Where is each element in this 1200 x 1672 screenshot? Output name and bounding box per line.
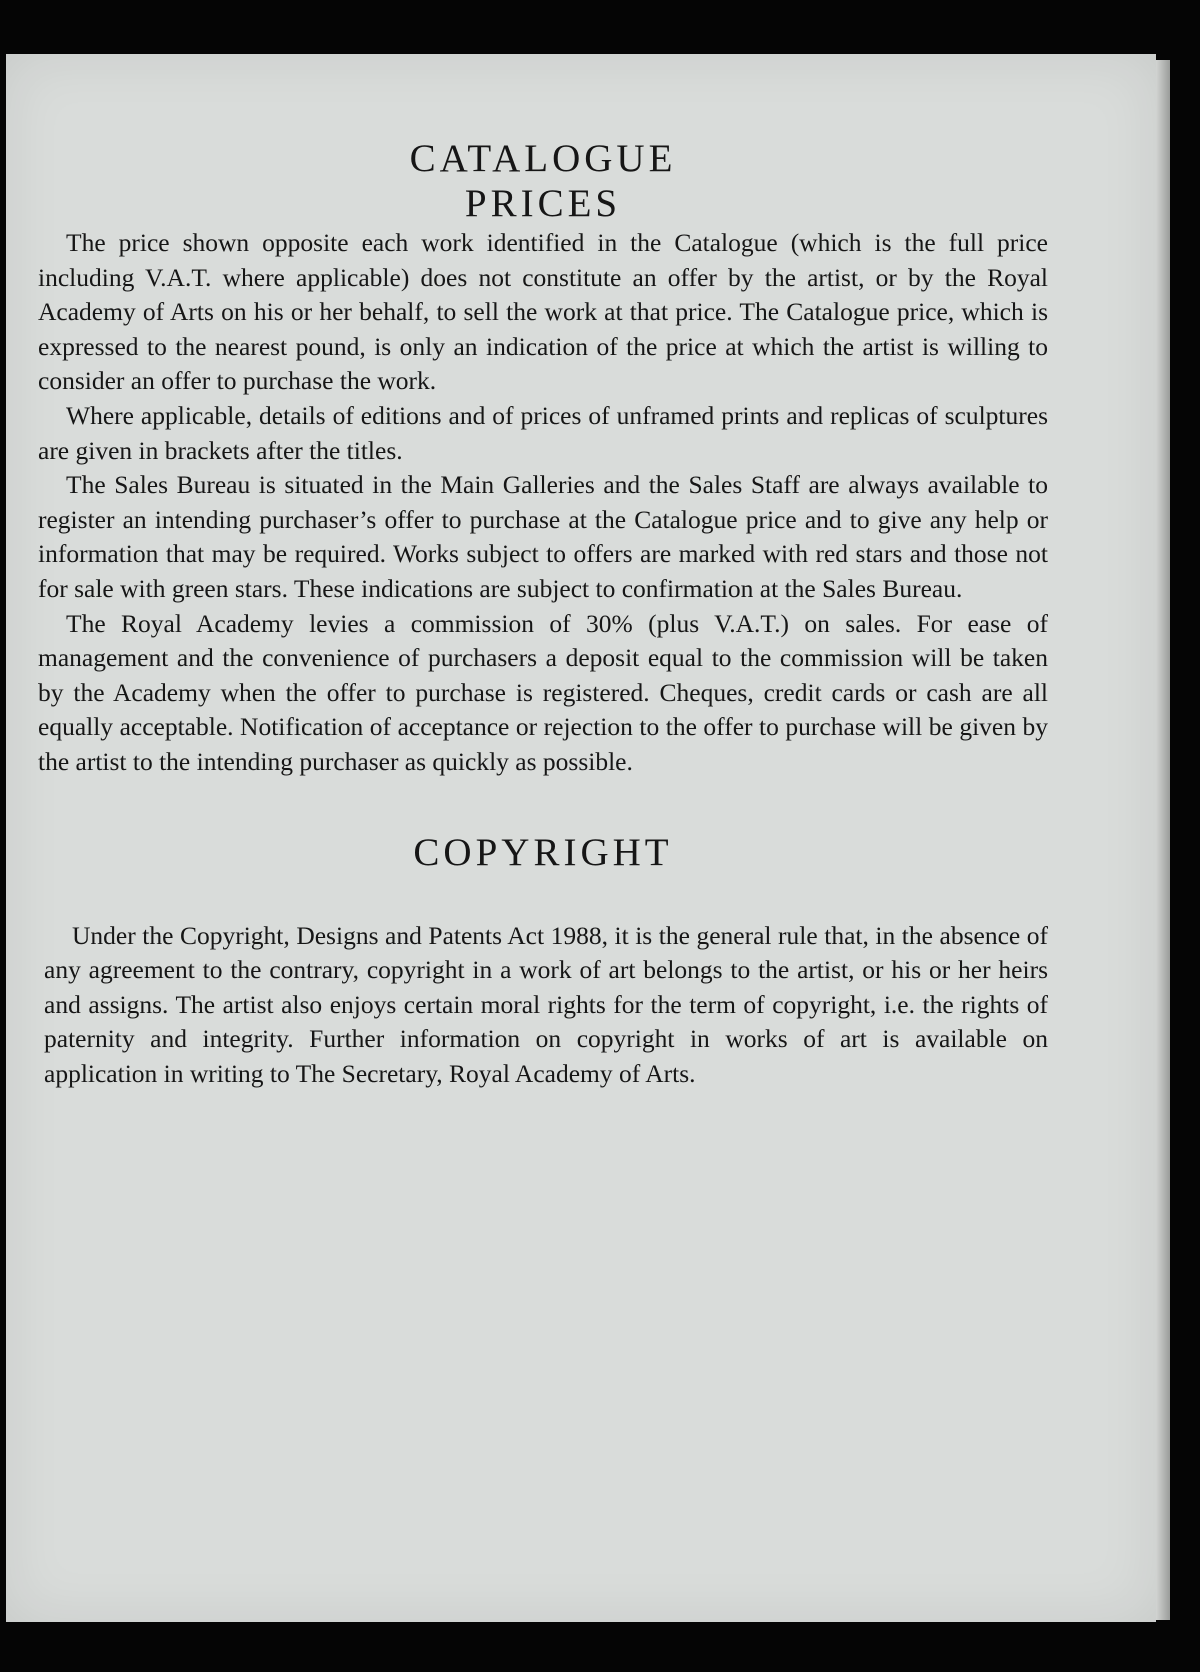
heading-line-1: CATALOGUE <box>409 137 677 180</box>
catalogue-prices-section <box>38 136 1048 780</box>
paragraph-price-offer: The price shown opposite each work identified in the Catalogue (which is the full price including V.A.T. where applicable) does not constitute an offer by the artist, or by the Royal Academy of Arts on his or her behalf, to sell the work at that price. The Catalogue price, which is expressed to the nearest pound, is only an indication of the price at which the artist is willing to consider an offer to purchase the work. <box>38 228 1048 396</box>
catalogue-prices-heading <box>38 136 1048 226</box>
copyright-heading: COPYRIGHT <box>413 830 673 874</box>
paragraph-commission: The Royal Academy levies a commission of 30% (plus V.A.T.) on sales. For ease of management and the convenience of purchasers a deposit equal to the commission will be taken by the Academy when the offer to purchase is registered. Cheques, credit cards or cash are all equally acceptable. Notification of acceptance or rejection to the offer to purchase will be given by the artist to the intending purchaser as quickly as possible. <box>38 608 1048 776</box>
page-content <box>38 96 1048 1091</box>
copyright-section <box>38 830 1048 1092</box>
paragraph-copyright: Under the Copyright, Designs and Patents Act 1988, it is the general rule that, in the absence of any agreement to the contrary, copyright in a work of art belongs to the artist, or his or her heirs and assigns. The artist also enjoys certain moral rights for the term of copyright, i.e. the rights of paternity and integrity. Further information on copyright in works of art is available on application in writing to The Secretary, Royal Academy of Arts. <box>44 920 1048 1088</box>
heading-line-2: PRICES <box>464 182 622 225</box>
paragraph-sales-bureau: The Sales Bureau is situated in the Main Galleries and the Sales Staff are always available to register an intending purchaser’s offer to purchase at the Catalogue price and to give any help or information that may be required. Works subject to offers are marked with red stars and those not for sale with green stars. These indications are subject to confirmation at the Sales Bureau. <box>38 470 1048 603</box>
paragraph-editions: Where applicable, details of editions and of prices of unframed prints and replicas of sculptures are given in brackets after the titles. <box>38 400 1048 465</box>
